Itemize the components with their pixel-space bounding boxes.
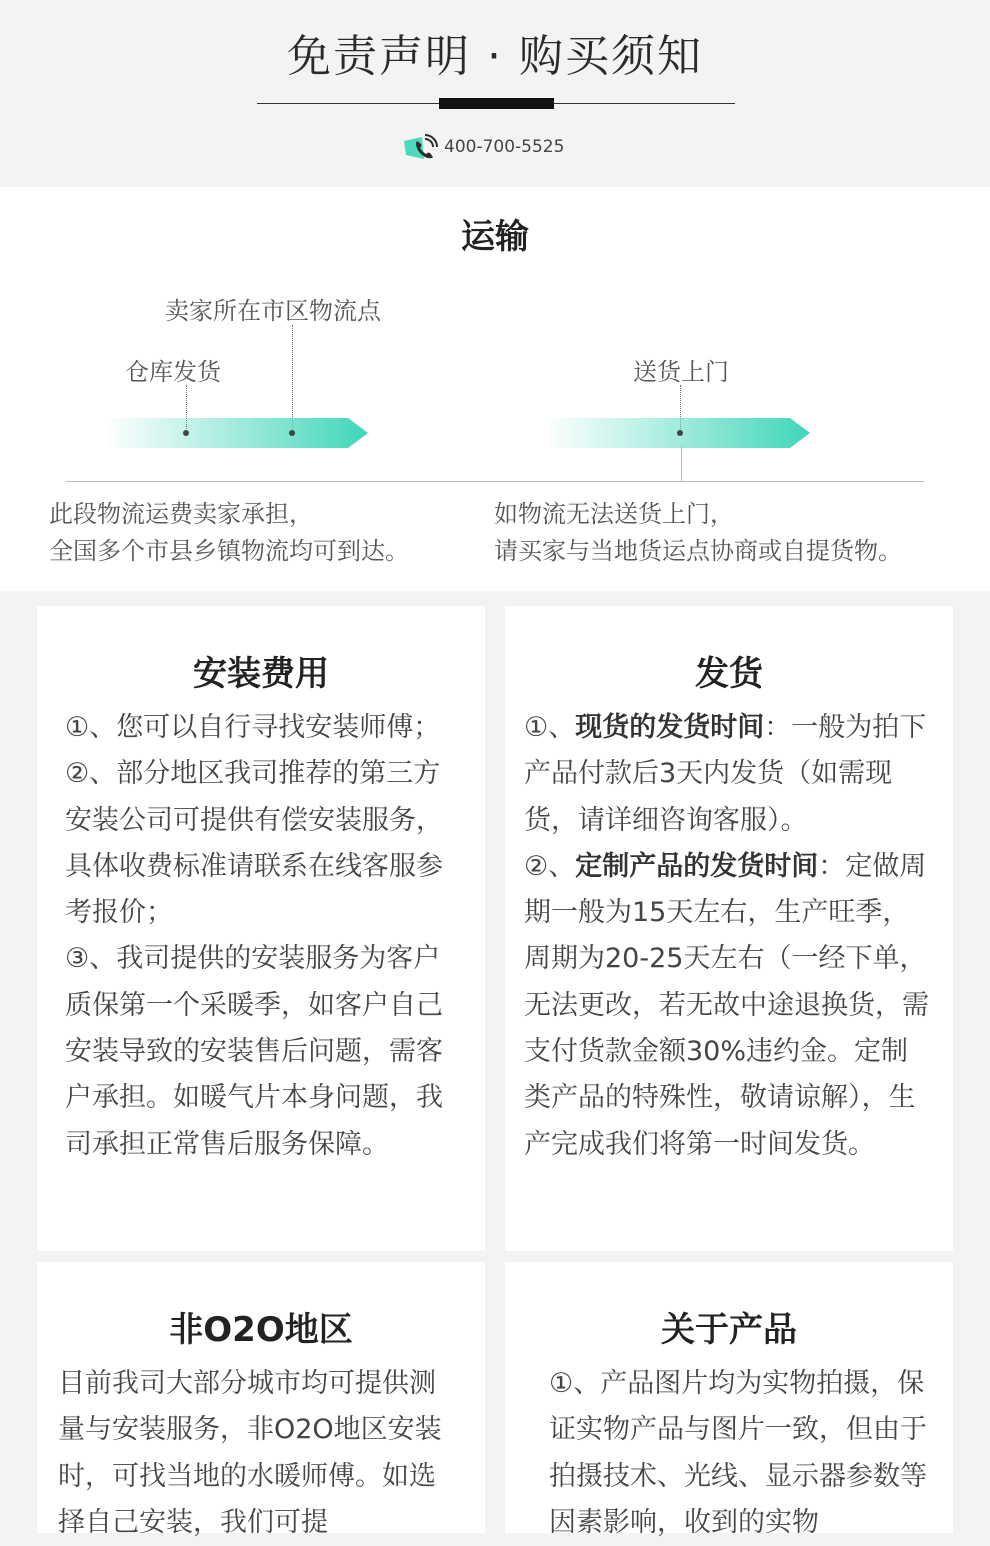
- point-delivery: [677, 430, 683, 436]
- product-card: [505, 1262, 953, 1538]
- shipping-title: 运输: [461, 217, 529, 257]
- delivery-item-1-heading: 现货的发货时间: [575, 712, 765, 743]
- product-text: ①、产品图片均为实物拍摄，保证实物产品与图片一致，但由于拍摄技术、光线、显示器参数等因素影响，收到的实物: [549, 1368, 927, 1538]
- delivery-item-1-prefix: ①、: [524, 712, 576, 743]
- install-item-3: ③、我司提供的安装服务为客户质保第一个采暖季，如客户自己安装导致的安装售后问题，需客户承担。如暖气片本身问题，我司承担正常售后服务保障。: [65, 943, 443, 1160]
- delivery-item-1: [524, 705, 934, 844]
- delivery-title: 发货: [695, 654, 763, 694]
- label-warehouse: 仓库发货: [125, 358, 221, 386]
- install-item-2: ②、部分地区我司推荐的第三方安装公司可提供有偿安装服务，具体收费标准请联系在线客服参考报价；: [65, 758, 443, 929]
- label-delivery: 送货上门: [633, 358, 729, 386]
- point-city: [289, 430, 295, 436]
- non-o2o-body: [58, 1361, 453, 1546]
- install-item-1: ①、您可以自行寻找安装师傅；: [65, 712, 441, 743]
- delivery-card: [505, 606, 953, 1251]
- delivery-body: [524, 705, 934, 1168]
- title-divider-accent: [439, 98, 554, 109]
- connector-city-point: [292, 325, 293, 433]
- note-right-line-2: 请买家与当地货运点协商或自提货物。: [494, 537, 902, 565]
- phone-icon: [404, 133, 438, 161]
- note-left: [49, 496, 409, 570]
- install-fee-body: [65, 705, 463, 1168]
- arrow-stage-1: [104, 418, 368, 448]
- note-left-line-1: 此段物流运费卖家承担，: [49, 500, 313, 528]
- note-left-line-2: 全国多个市县乡镇物流均可到达。: [49, 537, 409, 565]
- note-right: [494, 496, 902, 570]
- page-title: 免责声明 · 购买须知: [287, 31, 703, 82]
- product-title: 关于产品: [661, 1310, 797, 1350]
- delivery-item-2-heading: 定制产品的发货时间: [575, 850, 819, 882]
- delivery-item-2-text: ：定做周期一般为15天左右，生产旺季，周期为20-25天左右（一经下单，无法更改，若无故中途退换货，需支付货款金额30%违约金。定制类产品的特殊性，敬请谅解），生产完成我们将第一时间发货。: [524, 850, 929, 1160]
- non-o2o-card: [37, 1262, 485, 1538]
- non-o2o-text: 目前我司大部分城市均可提供测量与安装服务，非O2O地区安装时，可找当地的水暖师傅。如选择自己安装，我们可提: [58, 1368, 442, 1538]
- product-body: [549, 1361, 945, 1546]
- phone-contact[interactable]: [404, 133, 564, 161]
- label-city-point: 卖家所在市区物流点: [165, 297, 381, 325]
- phone-number: 400-700-5525: [444, 137, 565, 157]
- delivery-item-2-prefix: ②、: [524, 850, 576, 882]
- point-warehouse: [183, 430, 189, 436]
- shipping-section: [0, 187, 990, 591]
- delivery-item-2: [524, 844, 934, 1168]
- delivery-drop-line: [681, 445, 682, 481]
- page-header: [0, 0, 990, 187]
- non-o2o-title: 非O2O地区: [169, 1310, 353, 1350]
- timeline-baseline: [66, 481, 924, 482]
- note-right-line-1: 如物流无法送货上门，: [494, 500, 734, 528]
- delivery-item-1-text: ：一般为拍下产品付款后3天内发货（如需现货，请详细咨询客服）。: [524, 712, 927, 836]
- install-fee-card: [37, 606, 485, 1251]
- install-fee-title: 安装费用: [193, 654, 329, 694]
